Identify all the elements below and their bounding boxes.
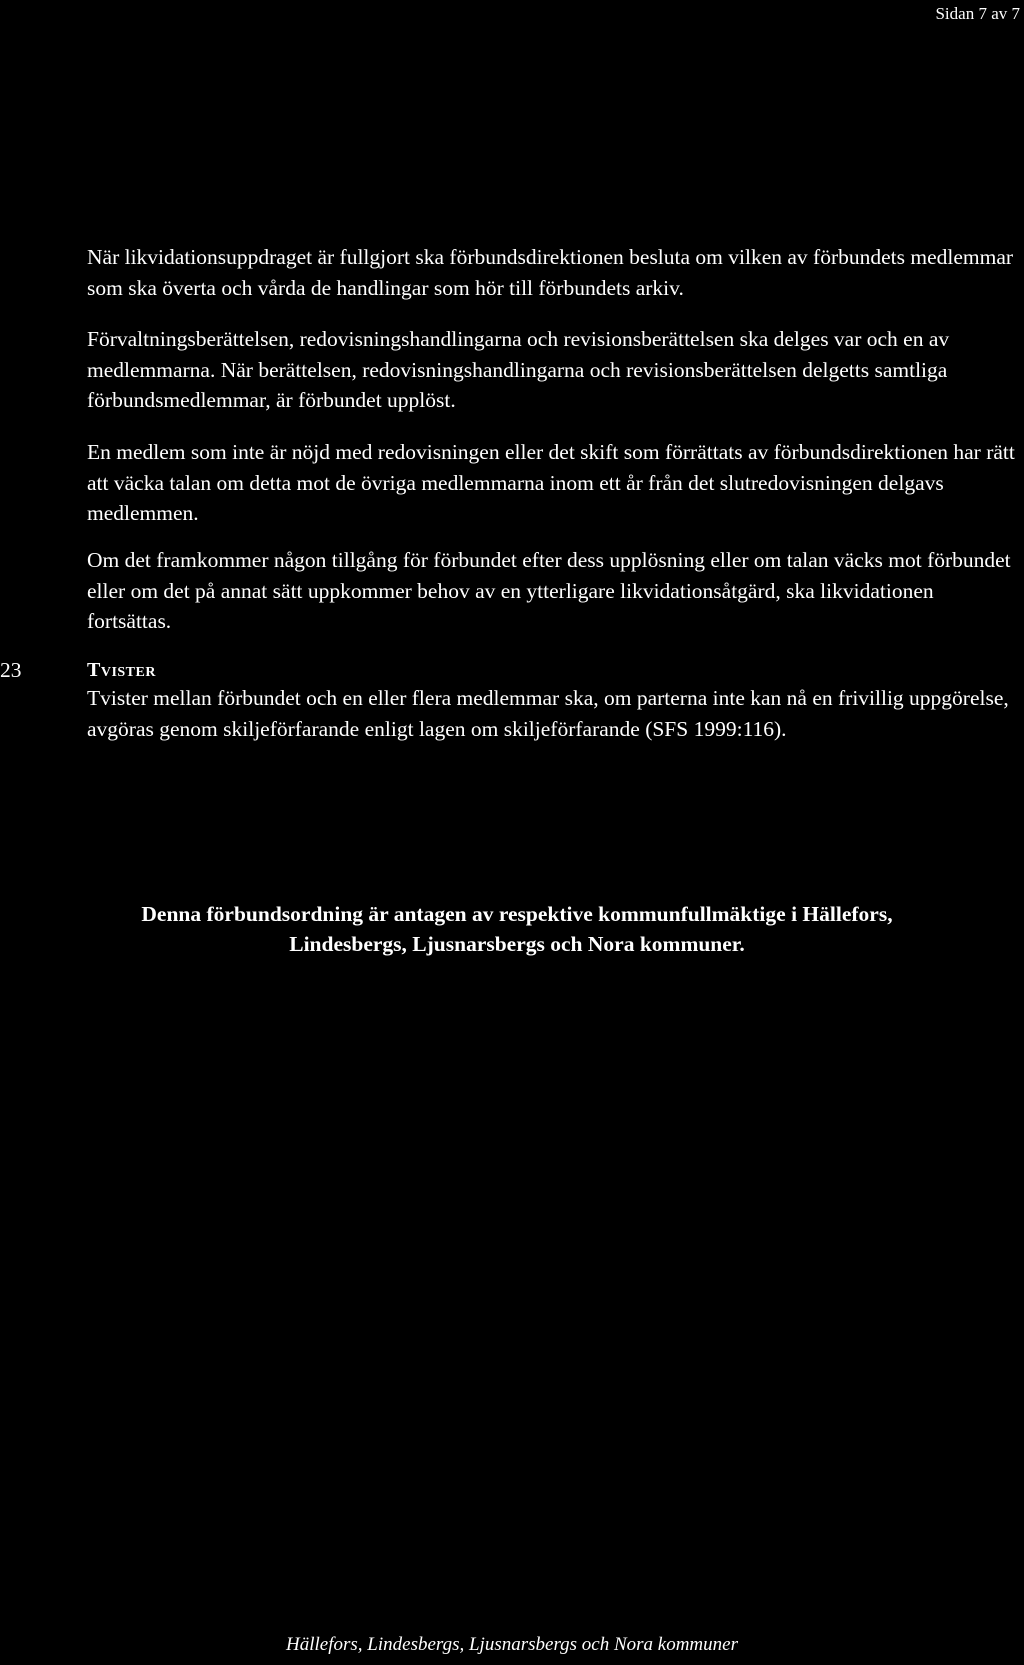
adoption-statement: Denna förbundsordning är antagen av respektive kommunfullmäktige i Hällefors, Lindesbergs, Ljusnarsbergs och Nora kommuner.	[141, 902, 893, 956]
paragraph-continued-liquidation: Om det framkommer någon tillgång för förbundet efter dess upplösning eller om talan väcks mot förbundet eller om det på annat sätt uppkommer behov av en ytterligare likvidationsåtgärd, ska likvidationen fortsättas.	[87, 548, 1011, 633]
section-heading: Tvister	[87, 659, 156, 681]
paragraph-reports-delivery: Förvaltningsberättelsen, redovisningshandlingarna och revisionsberättelsen ska delges var och en av medlemmarna. När berättelsen, redovisningshandlingarna och revisionsberättelsen delgetts samtliga förbundsmedlemmar, är förbundet upplöst.	[87, 327, 950, 412]
page-number: Sidan 7 av 7	[935, 4, 1020, 23]
paragraph-archive-handover: När likvidationsuppdraget är fullgjort ska förbundsdirektionen besluta om vilken av förbundets medlemmar som ska överta och vårda de handlingar som hör till förbundets arkiv.	[87, 245, 1014, 300]
paragraph-member-claim: En medlem som inte är nöjd med redovisningen eller det skift som förrättats av förbundsdirektionen har rätt att väcka talan om detta mot de övriga medlemmarna inom ett år från det slutredovisningen delgavs medlemmen.	[87, 440, 1015, 525]
section-text: Tvister mellan förbundet och en eller flera medlemmar ska, om parterna inte kan nå en frivillig uppgörelse, avgöras genom skiljeförfarande enligt lagen om skiljeförfarande (SFS 1999:116).	[87, 686, 1009, 741]
section-number: 23	[0, 658, 22, 682]
page-footer: Hällefors, Lindesbergs, Ljusnarsbergs och Nora kommuner	[286, 1634, 738, 1655]
